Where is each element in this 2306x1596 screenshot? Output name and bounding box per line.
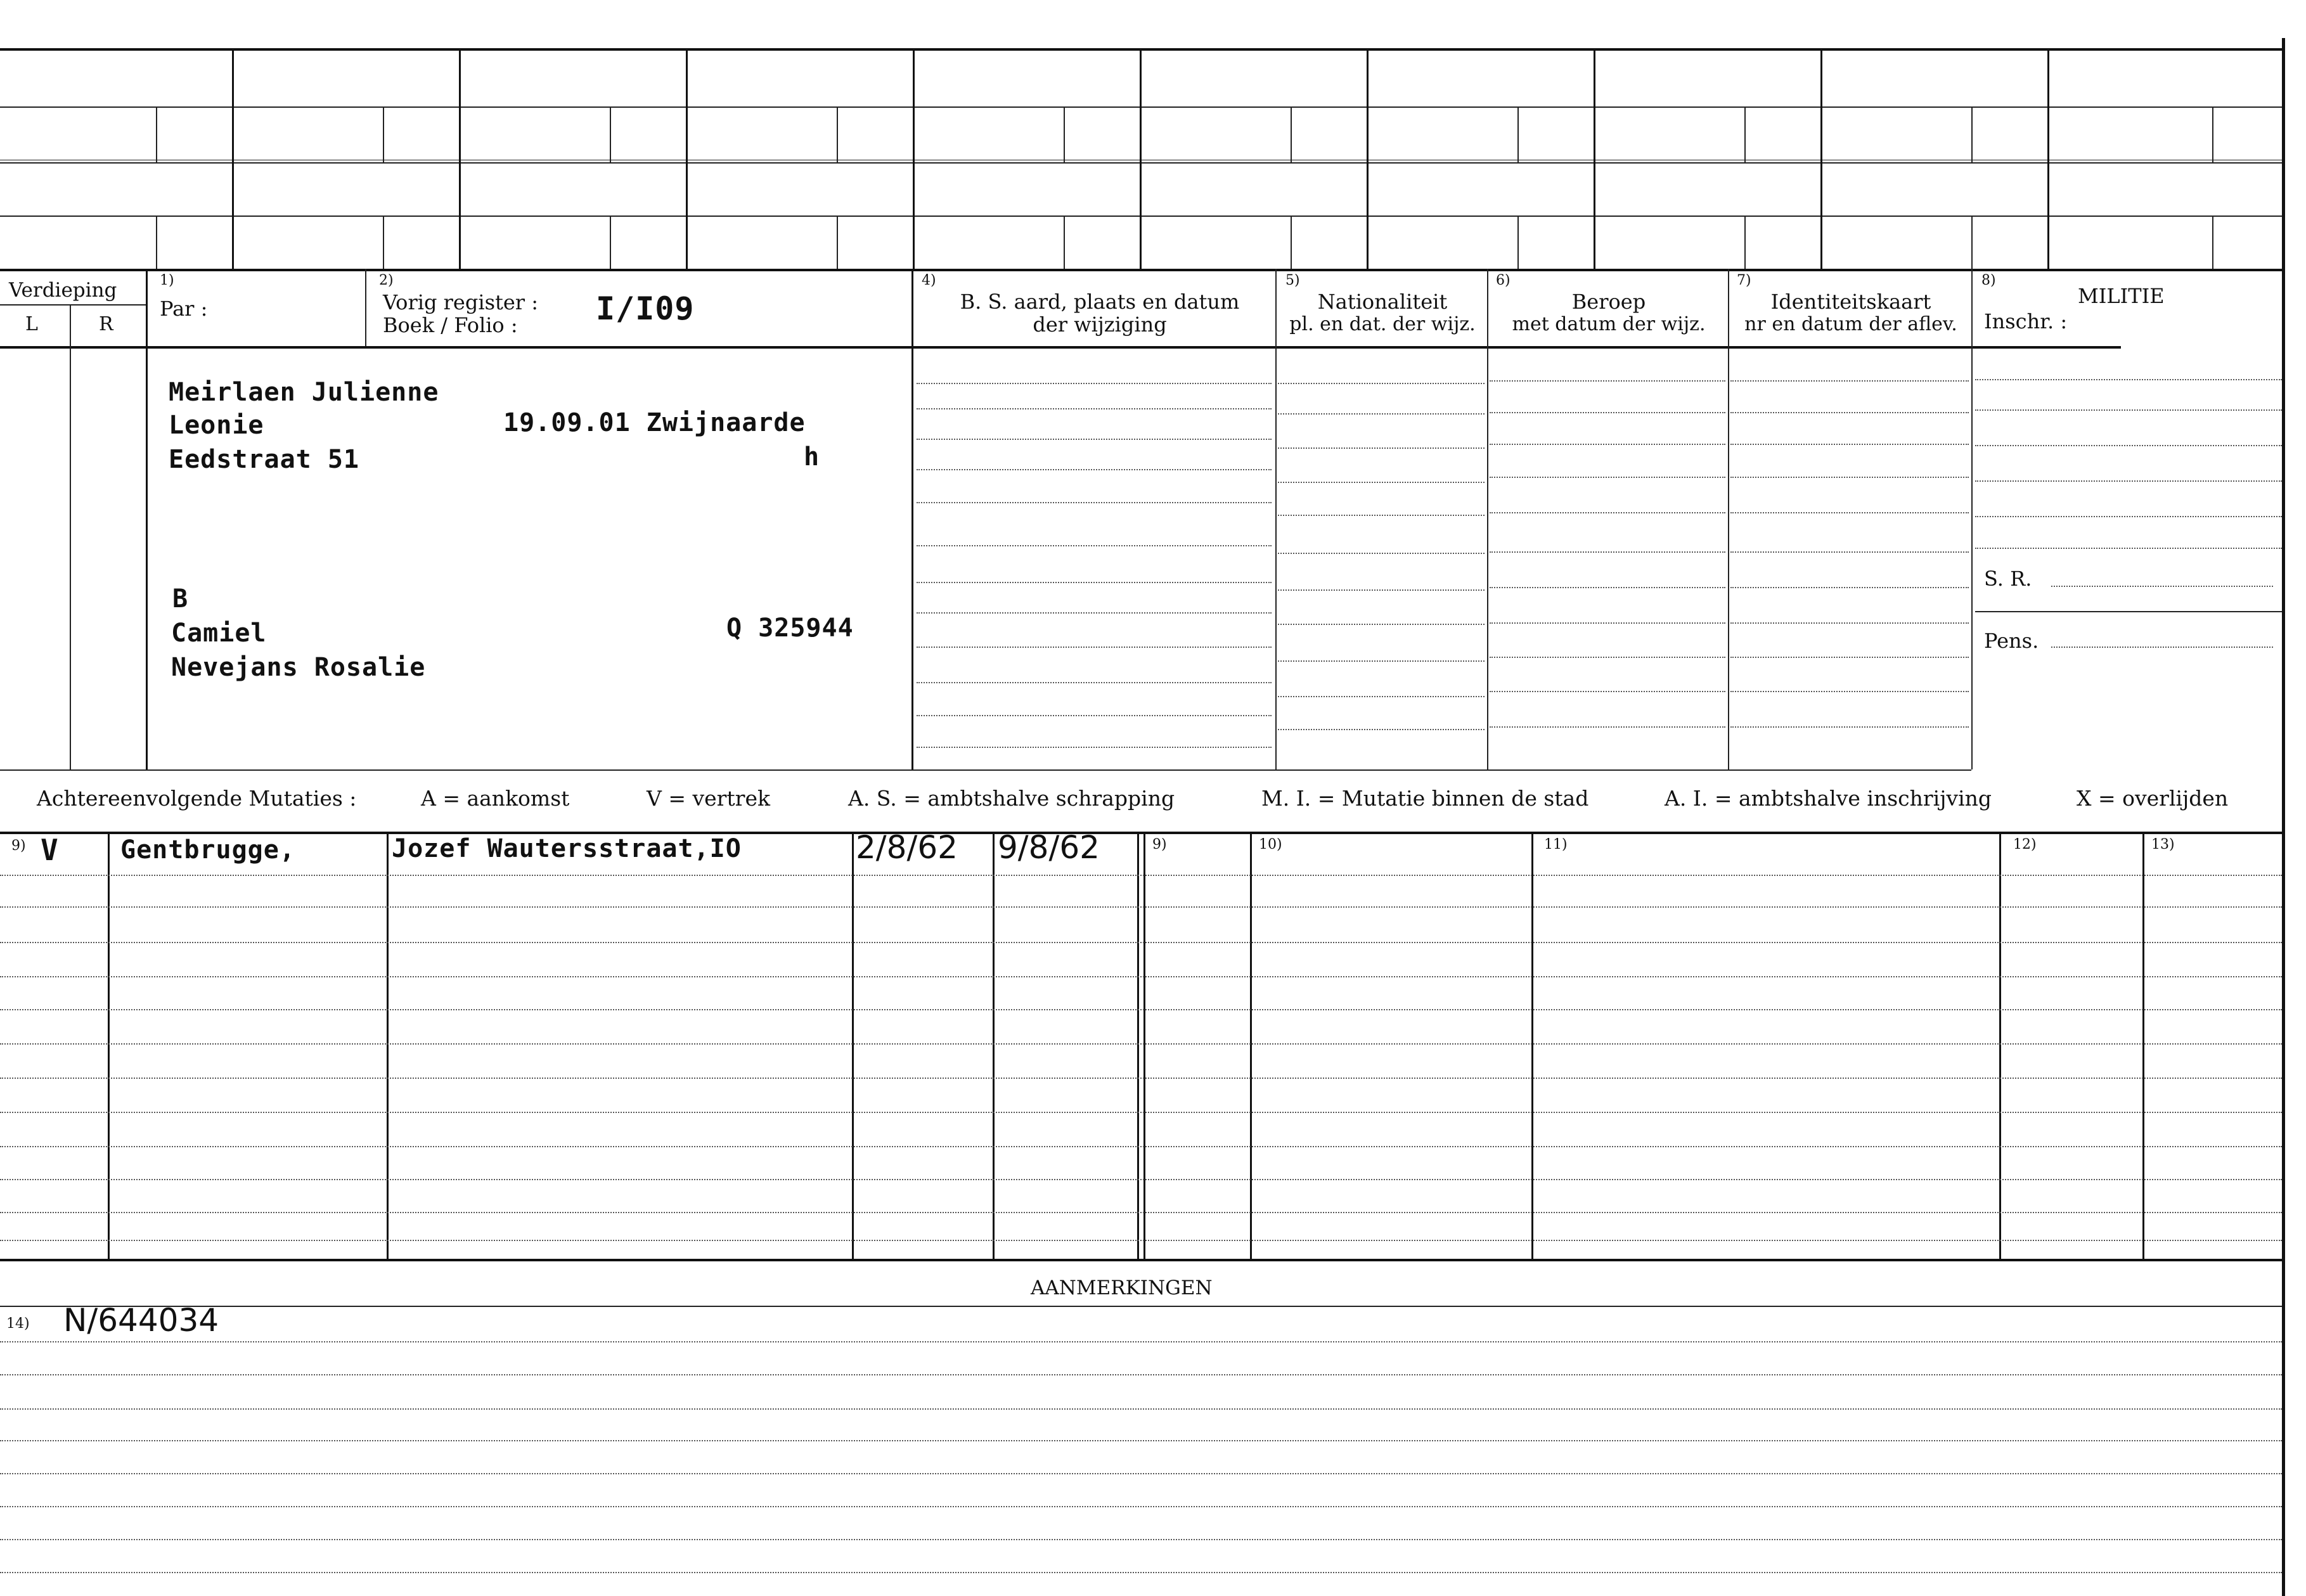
field-number-8: 8) — [1981, 273, 1996, 288]
militie-label: MILITIE — [2078, 284, 2165, 308]
mutation-date-2: 9/8/62 — [998, 829, 1100, 866]
address: Eedstraat 51 — [169, 445, 359, 474]
identiteitskaart-line1: Identiteitskaart — [1770, 290, 1931, 314]
identiteitskaart-header — [1730, 290, 1971, 336]
field-number-2: 2) — [379, 273, 394, 288]
boek-folio-label: Boek / Folio : — [383, 313, 518, 337]
legend-schrapping: A. S. = ambtshalve schrapping — [848, 786, 1175, 811]
beroep-line2: met datum der wijz. — [1512, 313, 1706, 335]
field-number-10: 10) — [1259, 837, 1282, 853]
mutation-street: Jozef Wautersstraat,IO — [392, 834, 742, 863]
beroep-header — [1490, 290, 1728, 336]
field-number-11: 11) — [1544, 837, 1568, 853]
sr-label: S. R. — [1984, 567, 2032, 591]
legend-vertrek: V = vertrek — [647, 786, 770, 811]
legend-inschrijving: A. I. = ambtshalve inschrijving — [1665, 786, 1992, 811]
nationaliteit-line2: pl. en dat. der wijz. — [1289, 313, 1476, 335]
col-l-label: L — [25, 313, 38, 335]
field-number-7: 7) — [1737, 273, 1751, 288]
bs-header — [925, 290, 1274, 336]
field-number-9: 9) — [11, 838, 26, 854]
field-number-4: 4) — [922, 273, 936, 288]
vorig-register-label: Vorig register : — [383, 290, 539, 314]
col-r-label: R — [99, 313, 113, 335]
remarks-value: N/644034 — [63, 1302, 219, 1339]
pens-label: Pens. — [1984, 629, 2039, 653]
mark-b: B — [172, 584, 189, 614]
father-name: Camiel — [171, 619, 267, 648]
field-number-14: 14) — [6, 1316, 30, 1332]
field-number-1: 1) — [160, 273, 174, 288]
field-number-13: 13) — [2151, 837, 2175, 853]
identiteitskaart-line2: nr en datum der aflev. — [1744, 313, 1957, 335]
par-label: Par : — [160, 297, 208, 321]
mutation-type: V — [41, 833, 59, 867]
nationaliteit-header — [1278, 290, 1487, 336]
person-name-line1: Meirlaen Julienne — [169, 378, 439, 407]
verdieping-label: Verdieping — [9, 279, 117, 302]
mutation-place: Gentbrugge, — [120, 835, 295, 865]
nationaliteit-line1: Nationaliteit — [1317, 290, 1448, 314]
bs-header-line1: B. S. aard, plaats en datum — [960, 290, 1240, 314]
legend-mutatie-stad: M. I. = Mutatie binnen de stad — [1261, 786, 1589, 811]
beroep-line1: Beroep — [1571, 290, 1646, 314]
mutation-date-1: 2/8/62 — [856, 829, 958, 866]
field-number-6: 6) — [1496, 273, 1510, 288]
mark-h: h — [804, 442, 820, 472]
birth-date-place: 19.09.01 Zwijnaarde — [503, 408, 806, 437]
legend-overlijden: X = overlijden — [2077, 786, 2229, 811]
bs-header-line2: der wijziging — [1033, 312, 1167, 337]
field-number-5: 5) — [1285, 273, 1300, 288]
mother-name: Nevejans Rosalie — [171, 653, 426, 682]
person-name-line2: Leonie — [169, 411, 264, 440]
inschr-label: Inschr. : — [1984, 309, 2068, 333]
field-number-12: 12) — [2013, 837, 2037, 853]
register-value: I/I09 — [596, 290, 695, 327]
id-number: Q 325944 — [726, 614, 854, 643]
field-number-9b: 9) — [1152, 837, 1167, 853]
legend-title: Achtereenvolgende Mutaties : — [37, 786, 357, 811]
remarks-title: AANMERKINGEN — [1031, 1277, 1213, 1299]
legend-aankomst: A = aankomst — [421, 786, 570, 811]
